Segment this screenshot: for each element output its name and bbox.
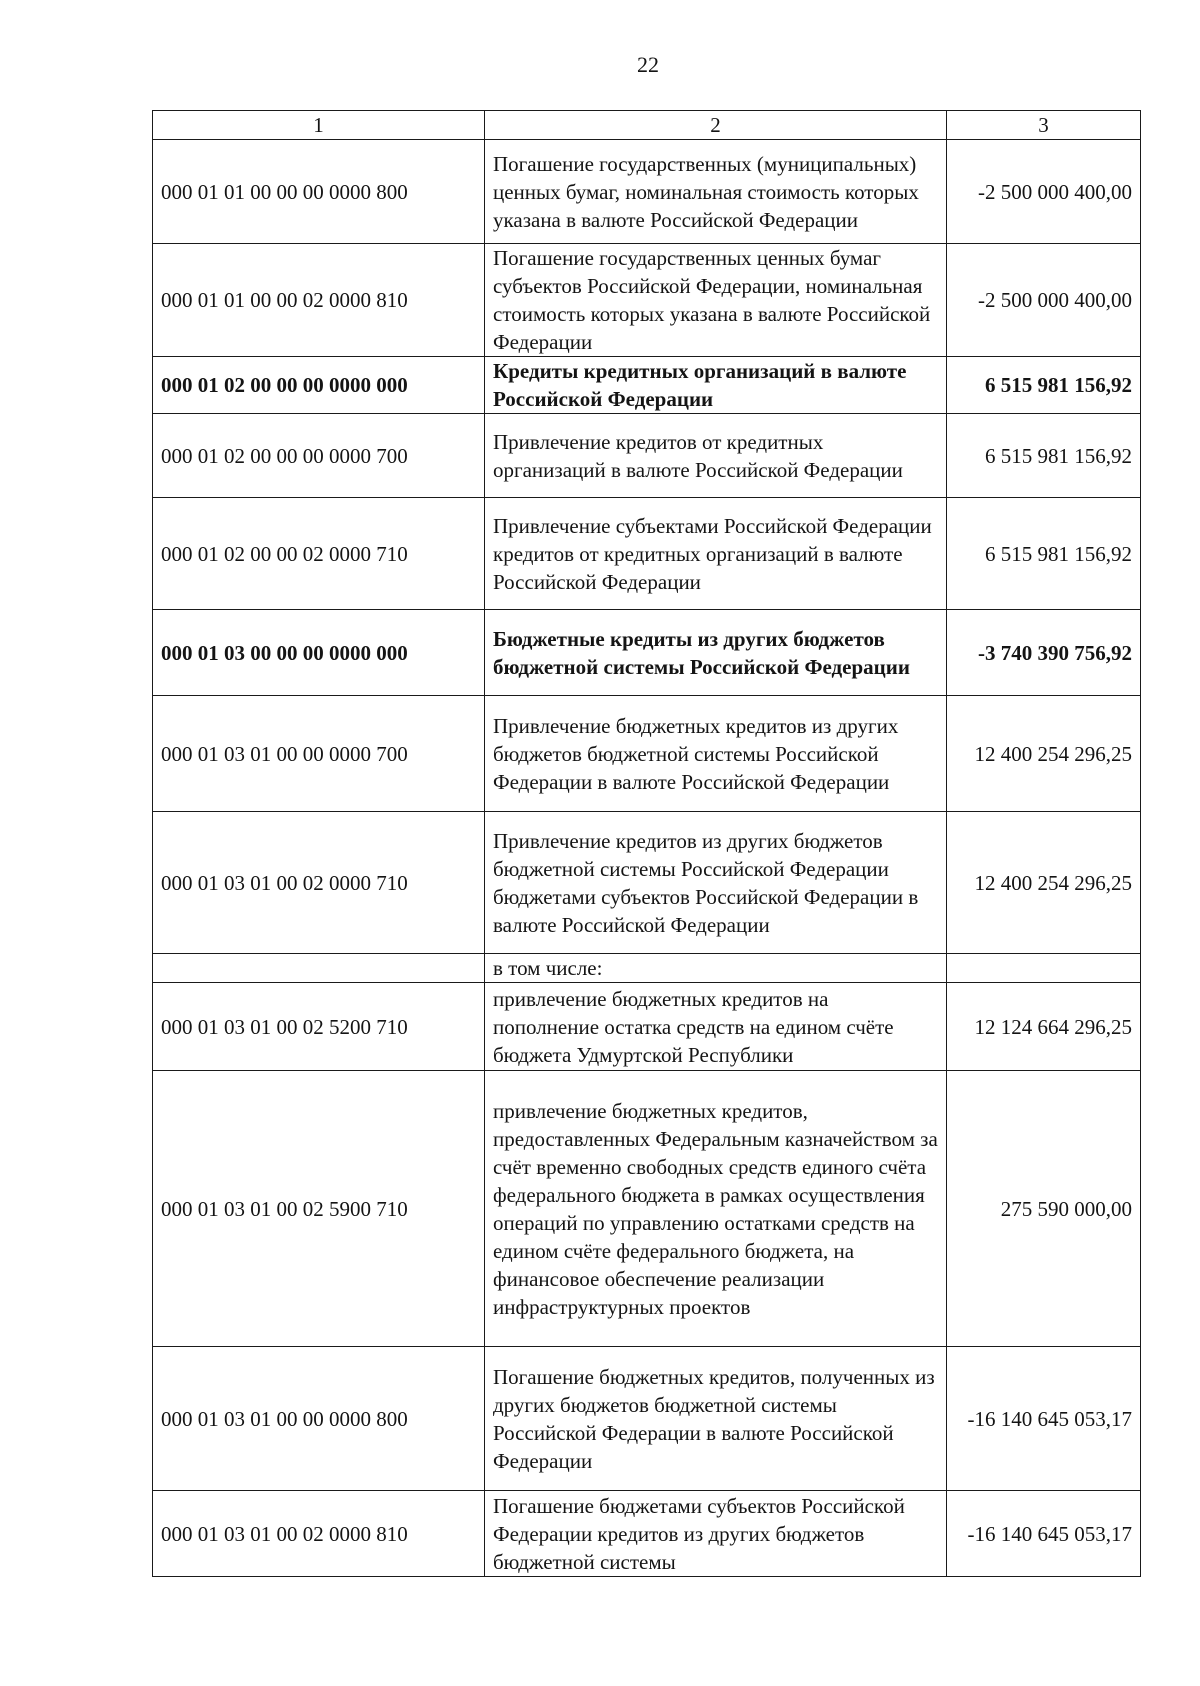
row-description: Бюджетные кредиты из других бюджетов бюджетной системы Российской Федерации bbox=[485, 610, 947, 696]
table-row-section bbox=[153, 357, 1141, 414]
row-code: 000 01 03 00 00 00 0000 000 bbox=[153, 610, 485, 696]
row-amount: 12 400 254 296,25 bbox=[947, 812, 1141, 954]
row-code: 000 01 01 00 00 02 0000 810 bbox=[153, 244, 485, 357]
row-description: Привлечение бюджетных кредитов из других бюджетов бюджетной системы Российской Федерации в валюте Российской Федерации bbox=[485, 696, 947, 812]
table-row bbox=[153, 244, 1141, 357]
budget-sources-table bbox=[152, 110, 1141, 1577]
row-amount: 12 124 664 296,25 bbox=[947, 983, 1141, 1071]
header-cell-code: 1 bbox=[153, 111, 485, 140]
table-row bbox=[153, 140, 1141, 244]
row-code: 000 01 03 01 00 02 0000 710 bbox=[153, 812, 485, 954]
row-amount: -3 740 390 756,92 bbox=[947, 610, 1141, 696]
row-code: 000 01 03 01 00 02 0000 810 bbox=[153, 1491, 485, 1577]
row-description: Привлечение субъектами Российской Федерации кредитов от кредитных организаций в валюте Российской Федерации bbox=[485, 498, 947, 610]
header-cell-description: 2 bbox=[485, 111, 947, 140]
table-row bbox=[153, 498, 1141, 610]
row-code: 000 01 02 00 00 02 0000 710 bbox=[153, 498, 485, 610]
table-row bbox=[153, 812, 1141, 954]
table-row bbox=[153, 1347, 1141, 1491]
row-code: 000 01 01 00 00 00 0000 800 bbox=[153, 140, 485, 244]
header-cell-amount: 3 bbox=[947, 111, 1141, 140]
table-row bbox=[153, 696, 1141, 812]
row-amount: 275 590 000,00 bbox=[947, 1071, 1141, 1347]
row-description: Погашение бюджетных кредитов, полученных из других бюджетов бюджетной системы Российской Федерации в валюте Российской Федерации bbox=[485, 1347, 947, 1491]
row-description: Погашение бюджетами субъектов Российской Федерации кредитов из других бюджетов бюджетной системы bbox=[485, 1491, 947, 1577]
row-description: привлечение бюджетных кредитов, предоставленных Федеральным казначейством за счёт временно свободных средств единого счёта федерального бюджета в рамках осуществления операций по управлению остатками средств на едином счёте федерального бюджета, на финансовое обеспечение реализации инфраструктурных проектов bbox=[485, 1071, 947, 1347]
row-code: 000 01 03 01 00 02 5200 710 bbox=[153, 983, 485, 1071]
row-description: привлечение бюджетных кредитов на пополнение остатка средств на едином счёте бюджета Удмуртской Республики bbox=[485, 983, 947, 1071]
row-code: 000 01 02 00 00 00 0000 000 bbox=[153, 357, 485, 414]
table-row bbox=[153, 983, 1141, 1071]
row-description: Погашение государственных ценных бумаг субъектов Российской Федерации, номинальная стоимость которых указана в валюте Российской Федерации bbox=[485, 244, 947, 357]
row-amount: 6 515 981 156,92 bbox=[947, 498, 1141, 610]
row-amount: 6 515 981 156,92 bbox=[947, 357, 1141, 414]
row-amount: 12 400 254 296,25 bbox=[947, 696, 1141, 812]
table-row-subheading bbox=[153, 954, 1141, 983]
page-number: 22 bbox=[637, 52, 659, 77]
row-description: Кредиты кредитных организаций в валюте Российской Федерации bbox=[485, 357, 947, 414]
table-row bbox=[153, 1071, 1141, 1347]
row-amount: 6 515 981 156,92 bbox=[947, 414, 1141, 498]
row-code: 000 01 02 00 00 00 0000 700 bbox=[153, 414, 485, 498]
row-amount bbox=[947, 954, 1141, 983]
row-amount: -16 140 645 053,17 bbox=[947, 1491, 1141, 1577]
row-description: в том числе: bbox=[485, 954, 947, 983]
row-amount: -16 140 645 053,17 bbox=[947, 1347, 1141, 1491]
table-row bbox=[153, 1491, 1141, 1577]
row-code: 000 01 03 01 00 02 5900 710 bbox=[153, 1071, 485, 1347]
row-description: Привлечение кредитов от кредитных организаций в валюте Российской Федерации bbox=[485, 414, 947, 498]
row-code: 000 01 03 01 00 00 0000 800 bbox=[153, 1347, 485, 1491]
table-row bbox=[153, 414, 1141, 498]
table-header-row bbox=[153, 111, 1141, 140]
row-amount: -2 500 000 400,00 bbox=[947, 244, 1141, 357]
row-description: Привлечение кредитов из других бюджетов бюджетной системы Российской Федерации бюджетами субъектов Российской Федерации в валюте Российской Федерации bbox=[485, 812, 947, 954]
row-description: Погашение государственных (муниципальных) ценных бумаг, номинальная стоимость которых указана в валюте Российской Федерации bbox=[485, 140, 947, 244]
table-row-section bbox=[153, 610, 1141, 696]
row-amount: -2 500 000 400,00 bbox=[947, 140, 1141, 244]
row-code bbox=[153, 954, 485, 983]
row-code: 000 01 03 01 00 00 0000 700 bbox=[153, 696, 485, 812]
